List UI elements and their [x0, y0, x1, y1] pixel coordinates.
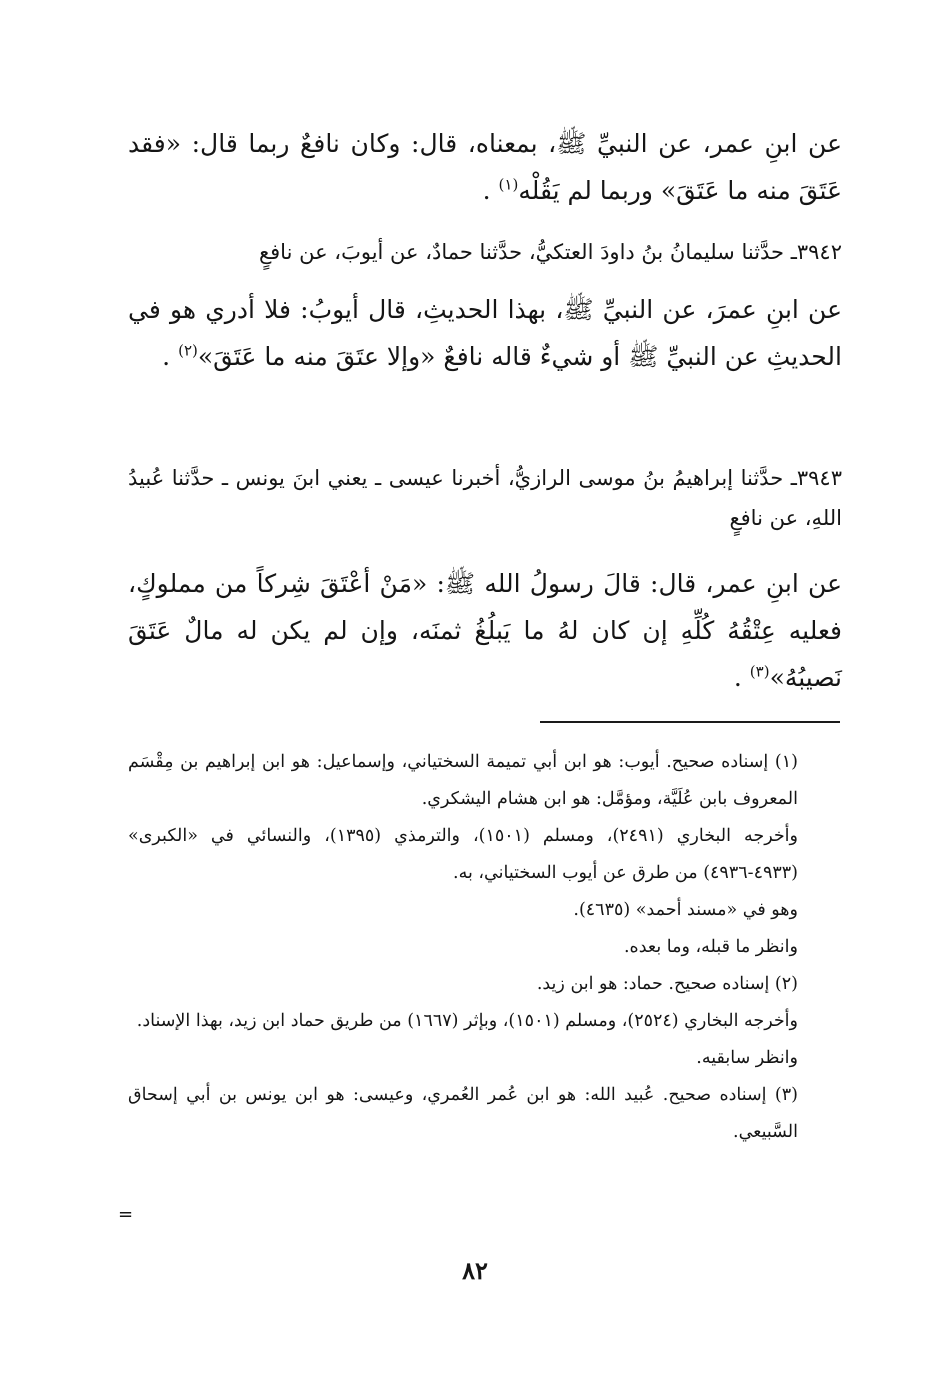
sentence-end: . — [733, 663, 742, 692]
hadith-3942-text-block — [128, 286, 842, 380]
sentence-end: . — [162, 342, 171, 371]
hadith-text — [128, 120, 842, 214]
hadith-text-body: عن ابنِ عمرَ، عن النبيِّ ﷺ، بهذا الحديثِ، قال أيوبُ: فلا أدري هو في الحديثِ عن النبيِّ ﷺ أو شيءٌ قاله نافعٌ «وإلا عتَقَ منه ما عَتَقَ» — [128, 295, 842, 371]
footnote-ref[interactable]: (٣) — [749, 662, 770, 681]
hadith-number-chain: ٣٩٤٢ـ حدَّثنا سليمانُ بنُ داودَ العتكيُّ، حدَّثنا حمادٌ، عن أيوبَ، عن نافعٍ — [258, 240, 842, 264]
hadith-3943-text-block — [128, 560, 842, 701]
footnote-3: (٣) إسناده صحيح. عُبيد الله: هو ابن عُمر العُمري، وعيسى: هو ابن يونس بن أبي إسحاق السَّبيعي. — [128, 1085, 798, 1142]
sentence-end: . — [482, 176, 491, 205]
hadith-3943-chain-block — [128, 458, 842, 538]
footnote-line: وأخرجه البخاري (٢٤٩١)، ومسلم (١٥٠١)، والترمذي (١٣٩٥)، والنسائي في «الكبرى» (٤٩٣٣-٤٩٣٦) من طرق عن أيوب السختياني، به. — [128, 826, 798, 883]
hadith-text-body: عن ابنِ عمر، عن النبيِّ ﷺ، بمعناه، قال: وكان نافعٌ ربما قال: «فقد عَتَقَ منه ما عَتَقَ» وربما لم يَقُلْه — [128, 129, 842, 205]
hadith-text — [128, 286, 842, 380]
footnote-ref[interactable]: (٢) — [178, 341, 198, 360]
footnote-line: وأخرجه البخاري (٢٥٢٤)، ومسلم (١٥٠١)، وبإثر (١٦٦٧) من طريق حماد ابن زيد، بهذا الإسناد. — [136, 1011, 798, 1031]
footnote-line: وانظر سابقيه. — [696, 1048, 798, 1068]
footnote-line: وانظر ما قبله، وما بعده. — [623, 937, 798, 957]
continuation-mark: = — [118, 1204, 134, 1225]
hadith-3942-chain-block — [128, 232, 842, 272]
hadith-continuation-block — [128, 120, 842, 214]
footnote-divider — [540, 721, 840, 723]
footnotes-section — [128, 744, 842, 1151]
hadith-text-body: عن ابنِ عمر، قال: قالَ رسولُ الله ﷺ: «مَنْ أعْتَقَ شِركاً من مملوكٍ، فعليه عِتْقُهُ كُلِّهِ إن كان لهُ ما يَبلُغُ ثمنَه، وإن لم يكن له مالٌ عَتَقَ نَصيبُهُ» — [128, 569, 842, 692]
hadith-text — [128, 560, 842, 701]
footnote-2: (٢) إسناده صحيح. حماد: هو ابن زيد. — [536, 974, 798, 994]
page-number: ٨٢ — [462, 1256, 488, 1285]
footnote-ref[interactable]: (١) — [498, 175, 519, 194]
hadith-number-chain: ٣٩٤٣ـ حدَّثنا إبراهيمُ بنُ موسى الرازيُّ، أخبرنا عيسى ـ يعني ابنَ يونس ـ حدَّثنا عُبيدُ اللهِ، عن نافعٍ — [128, 466, 842, 530]
footnote-line: وهو في «مسند أحمد» (٤٦٣٥). — [573, 900, 798, 920]
footnote-1: (١) إسناده صحيح. أيوب: هو ابن أبي تميمة السختياني، وإسماعيل: هو ابن إبراهيم بن مِقْسَم المعروف بابن عُلَيَّة، ومؤمَّل: هو ابن هشام اليشكري. — [128, 752, 798, 809]
